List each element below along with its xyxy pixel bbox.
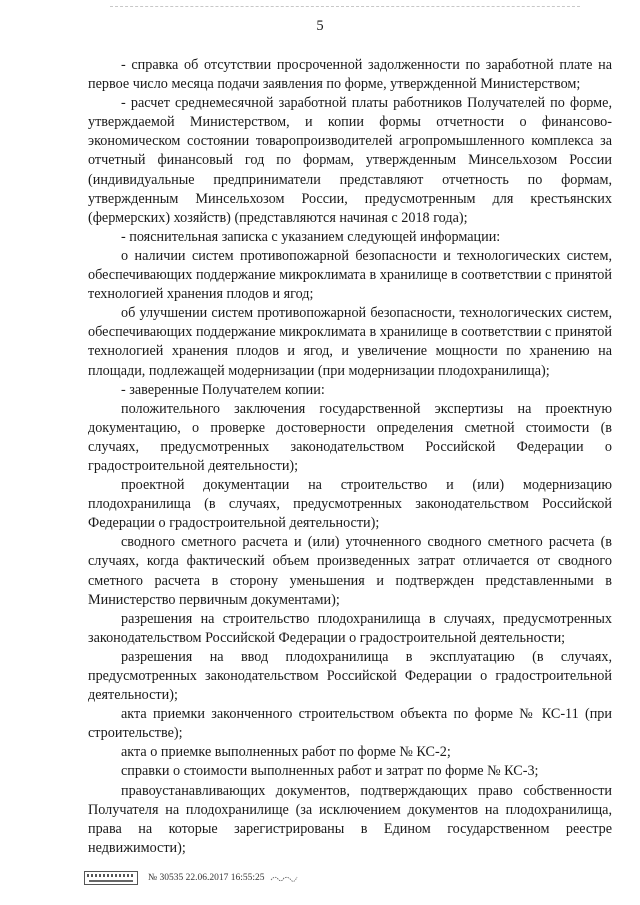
paragraph: справки о стоимости выполненных работ и затрат по форме № КС-3; [121, 763, 539, 780]
registration-stamp-icon [84, 871, 138, 885]
paragraph: о наличии систем противопожарной безопасности и технологических систем, обеспечивающих поддержание микроклимата в хранилище в соответствии с принятой технологией хранения плодов и ягод; [88, 247, 612, 303]
paragraph: об улучшении систем противопожарной безопасности, технологических систем, обеспечивающих поддержание микроклимата в хранилище в соответствии с принятой технологией хранения плодов и ягод, и увеличение мощности по хранению на площади, подлежащей модернизации (при модернизации плодохранилища); [88, 305, 612, 379]
registration-number: № 30535 22.06.2017 16:55:25 [148, 873, 265, 883]
paragraph: - заверенные Получателем копии: [121, 381, 325, 398]
paragraph: положительного заключения государственной экспертизы на проектную документацию, о проверке достоверности определения сметной стоимости (в случаях, предусмотренных законодательством Российской Федерации о градостроительной деятельности); [88, 400, 612, 474]
paragraph: - пояснительная записка с указанием следующей информации: [121, 228, 501, 245]
document-body [88, 56, 612, 858]
paragraph: сводного сметного расчета и (или) уточненного сводного сметного расчета (в случаях, когда фактический объем произведенных затрат отличается от сводного сметного расчета в сторону уменьшения и подтвержден представленными в Министерство первичным документами); [88, 534, 612, 608]
page-number: 5 [316, 18, 324, 34]
paragraph: - расчет среднемесячной заработной платы работников Получателей по форме, утверждаемой Министерством, и копии формы отчетности о финансово-экономическом состоянии товаропроизводителей агропромышленного комплекса за отчетный финансовый год по формам, утвержденным Минсельхозом России (индивидуальные предприниматели представляют отчетность по формам, утвержденным Минсельхозом России, предусмотренным для крестьянских (фермерских) хозяйств) (представляются начиная с 2018 года); [88, 95, 612, 226]
paragraph: акта о приемке выполненных работ по форме № КС-2; [121, 744, 451, 761]
paragraph: - справка об отсутствии просроченной задолженности по заработной плате на первое число месяца подачи заявления по форме, утвержденной Министерством; [88, 57, 612, 93]
top-scan-line [110, 6, 580, 7]
paragraph: акта приемки законченного строительством объекта по форме № КС-11 (при строительстве); [88, 706, 612, 742]
paragraph: разрешения на строительство плодохранилища в случаях, предусмотренных законодательством Российской Федерации о градостроительной деятельности; [88, 610, 612, 646]
signature-icon [270, 874, 298, 882]
paragraph: проектной документации на строительство и (или) модернизацию плодохранилища (в случаях, предусмотренных законодательством Российской Федерации о градостроительной деятельности); [88, 477, 612, 532]
paragraph: правоустанавливающих документов, подтверждающих право собственности Получателя на плодохранилище (за исключением документов на плодохранилища, права на которые зарегистрированы в Едином государственном реестре недвижимости); [88, 782, 612, 856]
registration-footer [84, 870, 298, 886]
paragraph: разрешения на ввод плодохранилища в эксплуатацию (в случаях, предусмотренных законодательством Российской Федерации о градостроительной деятельности); [88, 648, 612, 704]
